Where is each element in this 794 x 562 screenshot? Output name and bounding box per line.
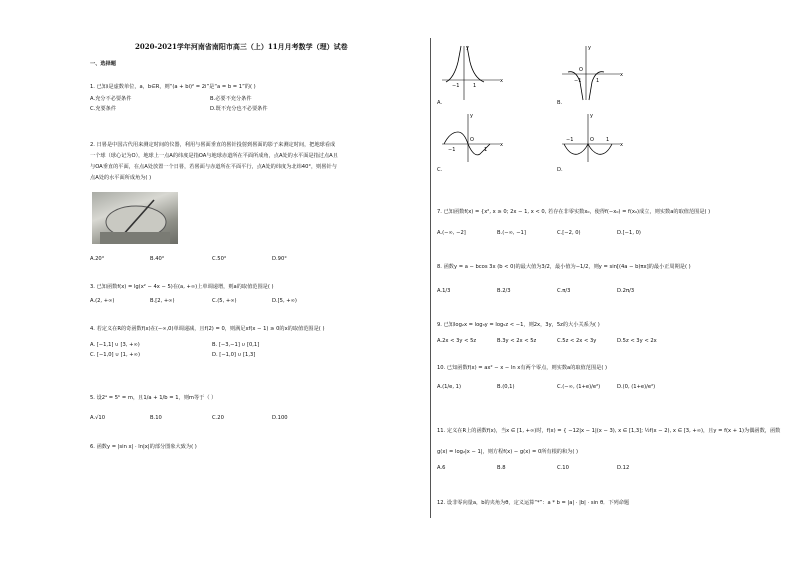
q10-stem: 10. 已知函数f(x) = ax² − x − ln x有两个零点，则实数a的取值范围是( )	[437, 365, 608, 371]
q9-option-d: D.5z < 3y < 2x	[617, 338, 657, 344]
graph-b-neg1: −1	[574, 78, 582, 84]
graph-a-x-label: x	[500, 78, 503, 84]
graph-c-y-label: y	[470, 113, 473, 119]
q3-option-b: B.[2, +∞)	[150, 298, 175, 304]
q7-option-d: D.[−1, 0)	[617, 230, 641, 236]
graph-d-label: D.	[557, 167, 563, 173]
q11-option-a: A.6	[437, 465, 446, 471]
q1-option-c: C.充要条件	[90, 106, 117, 112]
q2-option-a: A.20°	[90, 256, 105, 262]
graph-b-origin: O	[579, 67, 583, 73]
graph-a-neg1: −1	[452, 83, 460, 89]
graph-d-origin: O	[590, 137, 594, 143]
q3-stem: 3. 已知函数f(x) = lg(x² − 4x − 5)在(a, +∞)上单调递增，则a的取值范围是( )	[90, 284, 274, 290]
graph-b	[560, 42, 630, 104]
graph-a-y-label: y	[466, 45, 469, 51]
column-divider	[430, 38, 431, 518]
page-title: 2020-2021学年河南省南阳市高三（上）11月月考数学（理）试卷	[135, 42, 348, 51]
q8-option-a: A.1/3	[437, 288, 451, 294]
q4-option-b: B. [−3,−1] ∪ [0,1]	[212, 342, 260, 348]
q2-option-b: B.40°	[150, 256, 165, 262]
q5-option-c: C.20	[212, 415, 224, 421]
section-heading: 一、选择题	[90, 61, 116, 67]
q11-option-d: D.12	[617, 465, 630, 471]
graph-a-label: A.	[437, 100, 443, 106]
graph-c-x-label: x	[500, 142, 503, 148]
q2-stem-line3: 与OA垂直的平面，在点A处放置一个日晷，若晷面与赤道所在平面平行，点A处的纬度为北纬40°，则晷针与	[90, 164, 337, 170]
graph-b-x-label: x	[620, 72, 623, 78]
q8-option-d: D.2π/3	[617, 288, 635, 294]
graph-a	[440, 42, 510, 104]
q4-option-d: D. [−1,0] ∪ [1,3]	[212, 352, 256, 358]
q7-stem: 7. 已知函数f(x) = {x², x ≥ 0; 2x − 1, x < 0, 若存在非零实数x₀，使得f(−x₀) = f(x₀)成立，则实数a的取值范围是( )	[437, 209, 711, 215]
q10-option-a: A.(1/e, 1)	[437, 384, 461, 390]
graph-c-label: C.	[437, 167, 443, 173]
graph-b-y-label: y	[588, 45, 591, 51]
graph-b-one: 1	[596, 78, 600, 84]
q2-stem-line4: 点A处的水平面所成角为( )	[90, 175, 152, 181]
q7-option-b: B.(−∞, −1]	[497, 230, 526, 236]
q9-option-c: C.5z < 2x < 3y	[557, 338, 597, 344]
q10-option-b: B.(0,1)	[497, 384, 515, 390]
q5-stem: 5. 设2ᵃ = 5ᵇ = m，且1/a + 1/b = 1，则m等于（ ）	[90, 395, 217, 401]
q11-option-c: C.10	[557, 465, 569, 471]
q2-option-d: D.90°	[272, 256, 287, 262]
graph-d-y-label: y	[590, 113, 593, 119]
graph-a-one: 1	[473, 83, 477, 89]
q1-stem: 1. 已知i是虚数单位，a，b∈R，则“(a + bi)² = 2i”是“a = b = 1”的( )	[90, 84, 256, 90]
q10-option-c: C.(−∞, (1+e)/e²)	[557, 384, 601, 390]
graph-d-one: 1	[606, 137, 610, 143]
q4-stem: 4. 若定义在R的奇函数f(x)在(−∞,0)单调递减，且f(2) = 0，则满足xf(x − 1) ≥ 0的x的取值范围是( )	[90, 326, 325, 332]
q2-stem-line1: 2. 日晷是中国古代用来测定时间的仪器，利用与晷面垂直的晷针投射到晷面的影子来测定时间，把地球看成	[90, 142, 336, 148]
q2-stem-line2: 一个球（球心记为O），地球上一点A的纬度是指OA与地球赤道所在平面所成角，点A处的水平面是指过点A且	[90, 153, 338, 159]
q3-option-c: C.(5, +∞)	[212, 298, 237, 304]
q11-stem-line2: g(x) = log₂|x − 1|，则方程f(x) − g(x) = 0所有根的和为( )	[437, 449, 579, 455]
q12-stem: 12. 设非零向量a，b的夹角为θ，定义运算“*”：a * b = |a| · |b| · sin θ．下列命题	[437, 500, 630, 506]
q9-option-b: B.3y < 2x < 5z	[497, 338, 537, 344]
graph-c-one: 1	[484, 147, 488, 153]
q1-option-d: D.既不充分也不必要条件	[210, 106, 268, 112]
q1-option-a: A.充分不必要条件	[90, 96, 132, 102]
q4-option-a: A. [−1,1] ∪ [3, +∞)	[90, 342, 140, 348]
graph-c-origin: O	[470, 137, 474, 143]
graph-d-neg1: −1	[566, 137, 574, 143]
q2-option-c: C.50°	[212, 256, 227, 262]
q6-stem: 6. 函数y = |sin x| · ln|x|的部分图象大致为( )	[90, 444, 197, 450]
q9-option-a: A.2x < 3y < 5z	[437, 338, 477, 344]
q7-option-a: A.(−∞, −2]	[437, 230, 466, 236]
graph-d-x-label: x	[620, 142, 623, 148]
graph-b-label: B.	[557, 100, 563, 106]
graph-d	[560, 110, 630, 166]
graph-c	[440, 110, 510, 166]
q3-option-d: D.[5, +∞)	[272, 298, 297, 304]
q11-stem-line1: 11. 定义在R上的函数f(x)，当x ∈ [1, +∞)时，f(x) = { −12|x − 1|(x − 3), x ∈ [1,3]; ½f(x − 2), x ∈ [3, +∞)，且y = f(x + 1)为偶函数，函数	[437, 428, 781, 434]
q9-stem: 9. 已知log₂x = log₃y = log₅z < −1，则2x，3y，5z的大小关系为( )	[437, 322, 600, 328]
q8-stem: 8. 函数y = a − bcos 3x (b < 0)的最大值为3/2，最小值为−1/2，则y = sin[(4a − b)πx]的最小正周期是( )	[437, 264, 691, 270]
q10-option-d: D.(0, (1+e)/e²)	[617, 384, 656, 390]
q4-option-c: C. [−1,0] ∪ [1, +∞)	[90, 352, 140, 358]
q5-option-d: D.100	[272, 415, 288, 421]
q5-option-a: A.√10	[90, 415, 106, 421]
q11-option-b: B.8	[497, 465, 506, 471]
q7-option-c: C.[−2, 0)	[557, 230, 581, 236]
q8-option-b: B.2/3	[497, 288, 511, 294]
q1-option-b: B.必要不充分条件	[210, 96, 252, 102]
q3-option-a: A.(2, +∞)	[90, 298, 115, 304]
q8-option-c: C.π/3	[557, 288, 571, 294]
graph-c-neg1: −1	[448, 147, 456, 153]
sundial-photo	[92, 192, 178, 244]
q5-option-b: B.10	[150, 415, 162, 421]
